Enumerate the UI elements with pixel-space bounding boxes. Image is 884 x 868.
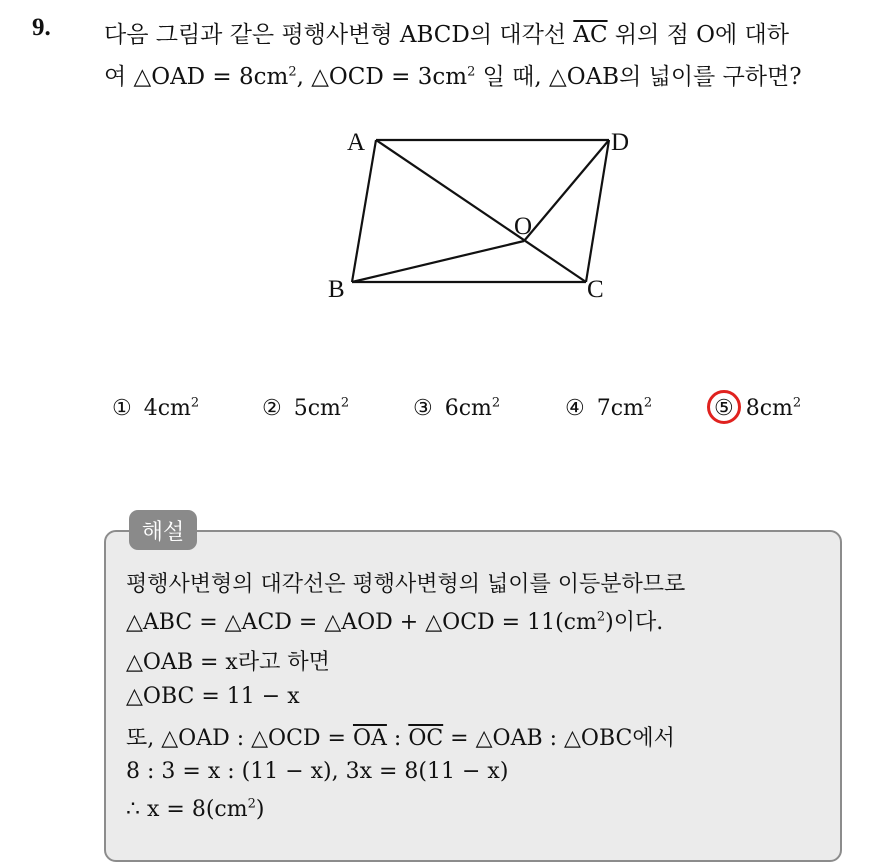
side-ba <box>352 140 376 282</box>
label-o: O <box>514 213 533 240</box>
choice-4[interactable]: ④ $7cm^2$ <box>565 395 653 421</box>
question-number: 9. <box>32 14 51 41</box>
diagonal-ac <box>376 140 586 282</box>
solution-line-3: △OAB = x라고 하면 <box>126 650 330 675</box>
choice-5[interactable]: ⑤ $8cm^2$ <box>714 395 802 421</box>
solution-line-2: △ABC = △ACD = △AOD + △OCD = $11(cm^2)$이다. <box>126 609 664 635</box>
question-text-line2: 여 △OAD = $8cm^2$, △OCD = $3cm^2$ 일 때, △OAB의 넓이를 구하면? <box>104 64 802 90</box>
parallelogram-figure <box>300 115 650 315</box>
segment-bo <box>352 241 524 282</box>
solution-line-1: 평행사변형의 대각선은 평행사변형의 넓이를 이등분하므로 <box>126 572 686 597</box>
label-a: A <box>347 129 366 156</box>
choice-3[interactable]: ③ $6cm^2$ <box>413 395 501 421</box>
label-c: C <box>587 276 604 303</box>
label-b: B <box>328 276 345 303</box>
side-dc <box>586 140 609 282</box>
solution-line-4: △OBC = 11 − x <box>126 684 300 709</box>
choice-2[interactable]: ② $5cm^2$ <box>262 395 350 421</box>
segment-od <box>524 140 609 241</box>
solution-line-5: 또, △OAD : △OCD = $\overline{OA}$ : $\overline{OC}$ = △OAB : △OBC에서 <box>126 726 675 751</box>
question-text-line1: 다음 그림과 같은 평행사변형 ABCD의 대각선 $\overline{AC}$ 위의 점 O에 대하 <box>104 22 789 48</box>
segment-ac: $\overline{AC}$ <box>573 22 608 48</box>
choice-1[interactable]: ① $4cm^2$ <box>112 395 200 421</box>
label-d: D <box>611 129 630 156</box>
segment-oa: $\overline{OA}$ <box>352 726 387 751</box>
solution-line-6: 8 : 3 = x : (11 − x), 3x = 8(11 − x) <box>126 759 509 784</box>
segment-oc: $\overline{OC}$ <box>408 726 444 751</box>
solution-tag: 해설 <box>129 510 197 550</box>
answer-circle-mark <box>707 390 741 424</box>
solution-line-7: ∴ $x = 8(cm^2)$ <box>126 796 265 822</box>
